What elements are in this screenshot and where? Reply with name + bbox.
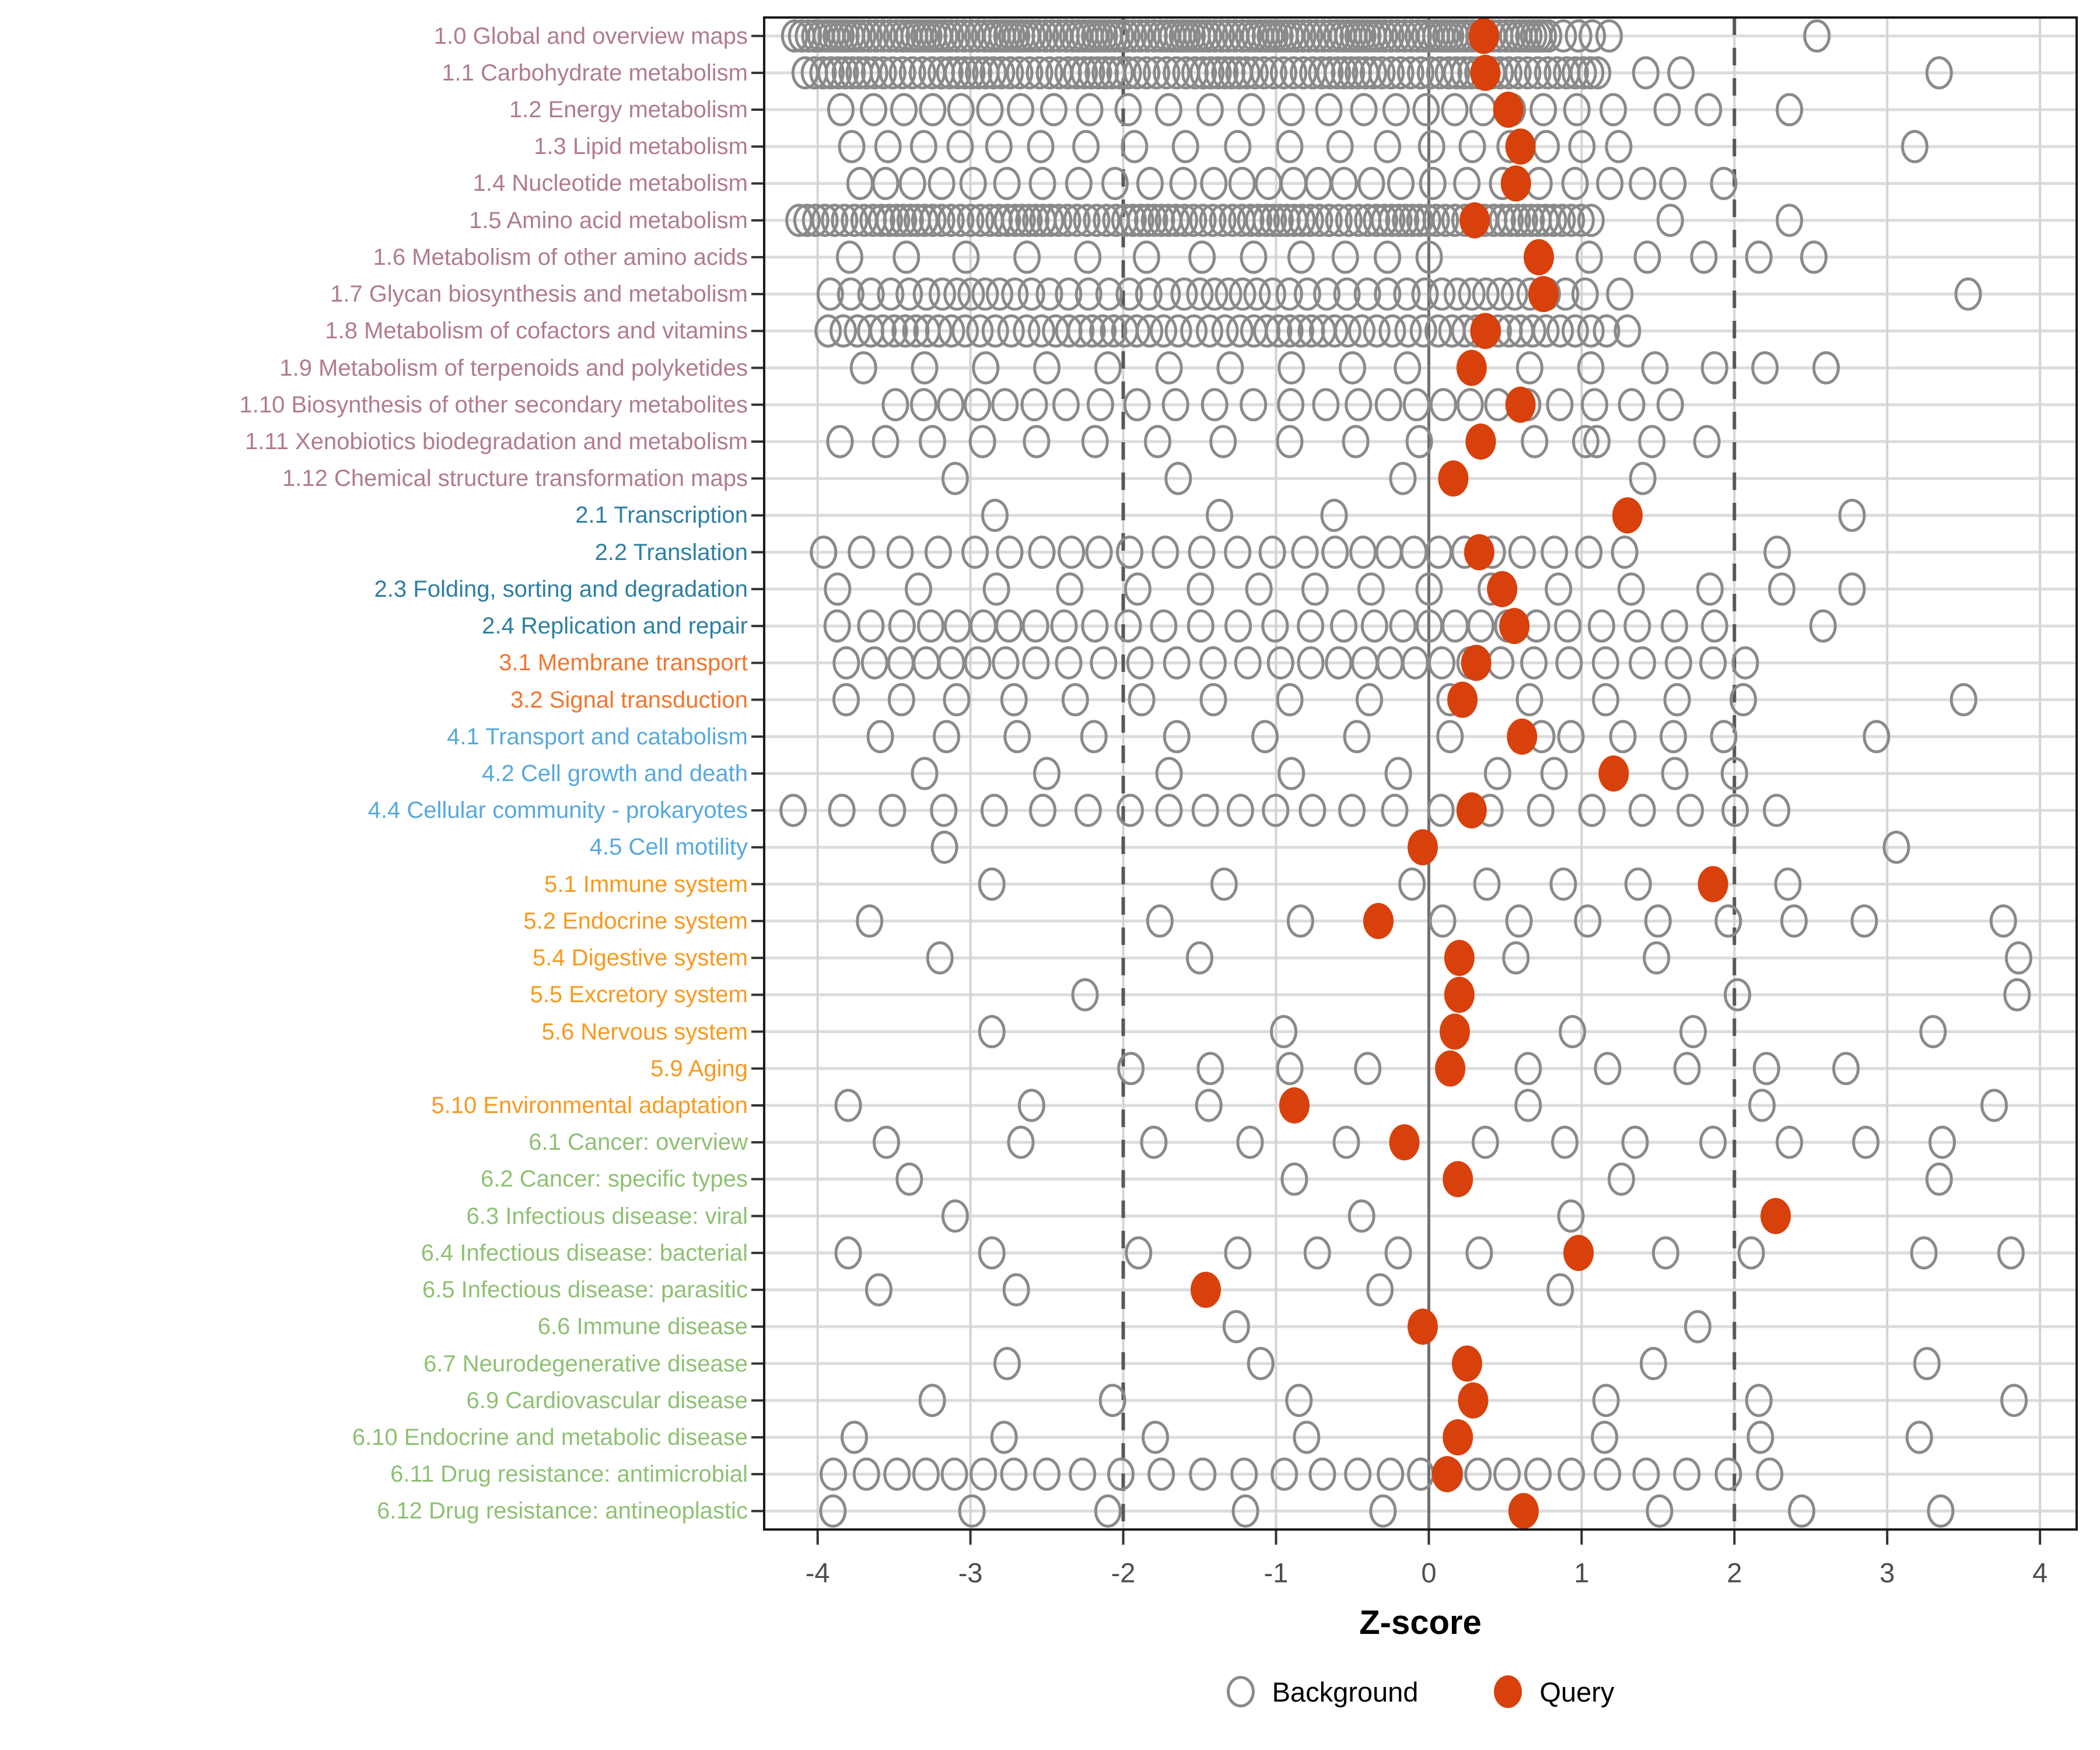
- query-point: [1191, 1272, 1221, 1308]
- y-axis-label: 5.4 Digestive system: [532, 945, 748, 971]
- query-point: [1760, 1198, 1791, 1234]
- x-tick-label: -3: [958, 1557, 983, 1588]
- query-filled-circle-icon: [1494, 1675, 1522, 1708]
- query-point: [1461, 645, 1492, 681]
- query-point: [1506, 387, 1536, 423]
- query-point: [1447, 682, 1478, 718]
- x-tick-label: -2: [1111, 1557, 1136, 1588]
- query-point: [1612, 497, 1643, 533]
- y-axis-label: 4.2 Cell growth and death: [482, 760, 748, 786]
- x-tick-label: 3: [1880, 1557, 1895, 1588]
- y-axis-label: 1.6 Metabolism of other amino acids: [373, 244, 748, 270]
- query-point: [1465, 424, 1496, 460]
- query-point: [1563, 1235, 1594, 1271]
- query-point: [1443, 1419, 1473, 1455]
- query-point: [1499, 608, 1530, 644]
- query-point: [1598, 755, 1629, 792]
- y-axis-label: 6.3 Infectious disease: viral: [466, 1203, 748, 1229]
- y-axis-label: 1.10 Biosynthesis of other secondary metabolites: [239, 391, 748, 418]
- query-point: [1279, 1087, 1310, 1124]
- y-axis-label: 6.4 Infectious disease: bacterial: [421, 1240, 748, 1266]
- y-axis-label: 2.4 Replication and repair: [482, 613, 748, 639]
- y-axis-label: 1.1 Carbohydrate metabolism: [442, 60, 748, 86]
- y-axis-label: 6.11 Drug resistance: antimicrobial: [390, 1461, 748, 1488]
- query-point: [1524, 239, 1554, 275]
- query-point: [1438, 460, 1468, 496]
- y-axis-label: 2.2 Translation: [594, 539, 748, 565]
- query-point: [1389, 1124, 1419, 1160]
- query-point: [1501, 165, 1531, 201]
- query-point: [1457, 792, 1487, 828]
- query-point: [1458, 1382, 1488, 1419]
- query-point: [1508, 1493, 1539, 1529]
- y-axis-label: 6.1 Cancer: overview: [528, 1129, 748, 1156]
- query-point: [1470, 55, 1500, 91]
- y-axis-label: 1.5 Amino acid metabolism: [468, 207, 748, 233]
- y-axis-label: 5.1 Immune system: [544, 871, 748, 897]
- y-axis-label: 3.1 Membrane transport: [499, 650, 748, 676]
- y-axis-label: 4.1 Transport and catabolism: [447, 723, 748, 750]
- query-point: [1493, 92, 1524, 128]
- y-axis-label: 1.4 Nucleotide metabolism: [473, 170, 748, 197]
- y-axis-label: 1.8 Metabolism of cofactors and vitamins: [325, 318, 748, 344]
- x-tick-label: 2: [1727, 1557, 1742, 1588]
- y-axis-label: 1.3 Lipid metabolism: [534, 134, 748, 160]
- legend: [764, 1675, 2077, 1708]
- query-point: [1440, 1014, 1470, 1050]
- y-axis-label: 1.11 Xenobiotics biodegradation and metabolism: [244, 429, 748, 455]
- query-point: [1363, 903, 1394, 939]
- query-point: [1507, 719, 1537, 755]
- y-axis-label: 1.0 Global and overview maps: [433, 23, 748, 49]
- query-point: [1469, 18, 1499, 54]
- query-point: [1452, 1346, 1482, 1382]
- query-point: [1435, 1051, 1465, 1087]
- x-tick-label: 4: [2032, 1557, 2048, 1588]
- query-point: [1506, 128, 1536, 164]
- y-axis-label: 6.2 Cancer: specific types: [481, 1166, 748, 1192]
- x-tick-label: -4: [805, 1557, 830, 1588]
- y-axis-label: 5.2 Endocrine system: [523, 908, 748, 934]
- y-axis-label: 5.5 Excretory system: [530, 982, 748, 1008]
- y-axis-label: 2.3 Folding, sorting and degradation: [374, 576, 748, 602]
- y-axis-label: 4.4 Cellular community - prokaryotes: [368, 797, 748, 824]
- y-axis-label: 5.9 Aging: [650, 1055, 748, 1082]
- y-axis-label: 6.12 Drug resistance: antineoplastic: [377, 1498, 748, 1524]
- y-axis-label: 6.5 Infectious disease: parasitic: [422, 1277, 748, 1303]
- x-axis-title: Z-score: [1359, 1604, 1482, 1642]
- y-axis-label: 4.5 Cell motility: [589, 834, 748, 860]
- query-point: [1443, 1161, 1473, 1197]
- query-point: [1698, 866, 1728, 902]
- y-axis-label: 1.9 Metabolism of terpenoids and polyketides: [279, 355, 748, 381]
- y-axis-label: 3.2 Signal transduction: [510, 687, 748, 713]
- x-tick-label: 1: [1574, 1557, 1590, 1588]
- y-axis-label: 5.10 Environmental adaptation: [431, 1092, 748, 1118]
- query-point: [1432, 1456, 1462, 1492]
- y-axis-label: 5.6 Nervous system: [541, 1019, 748, 1045]
- background-open-circle-icon: [1227, 1676, 1255, 1707]
- y-axis-label: 1.2 Energy metabolism: [509, 97, 748, 123]
- y-axis-label: 1.7 Glycan biosynthesis and metabolism: [330, 281, 748, 307]
- query-point: [1470, 313, 1500, 349]
- y-axis-label: 6.9 Cardiovascular disease: [466, 1387, 748, 1413]
- legend-label-background: Background: [1272, 1676, 1419, 1707]
- legend-item-background: [1227, 1676, 1419, 1708]
- query-point: [1487, 571, 1517, 607]
- query-point: [1460, 202, 1490, 239]
- y-axis-label: 6.7 Neurodegenerative disease: [424, 1350, 748, 1377]
- x-tick-label: -1: [1264, 1557, 1289, 1588]
- y-axis-label: 2.1 Transcription: [575, 502, 748, 528]
- y-axis-label: 6.10 Endocrine and metabolic disease: [352, 1424, 748, 1450]
- query-point: [1444, 940, 1475, 976]
- query-point: [1408, 829, 1438, 865]
- y-axis-label: 1.12 Chemical structure transformation maps: [282, 466, 748, 492]
- query-point: [1408, 1308, 1438, 1345]
- query-point: [1528, 276, 1559, 312]
- x-tick-label: 0: [1421, 1557, 1437, 1588]
- query-point: [1464, 534, 1494, 570]
- query-point: [1444, 977, 1475, 1013]
- legend-label-query: Query: [1539, 1676, 1615, 1707]
- y-axis-label: 6.6 Immune disease: [537, 1314, 748, 1340]
- query-point: [1457, 350, 1487, 386]
- legend-item-query: [1494, 1675, 1614, 1708]
